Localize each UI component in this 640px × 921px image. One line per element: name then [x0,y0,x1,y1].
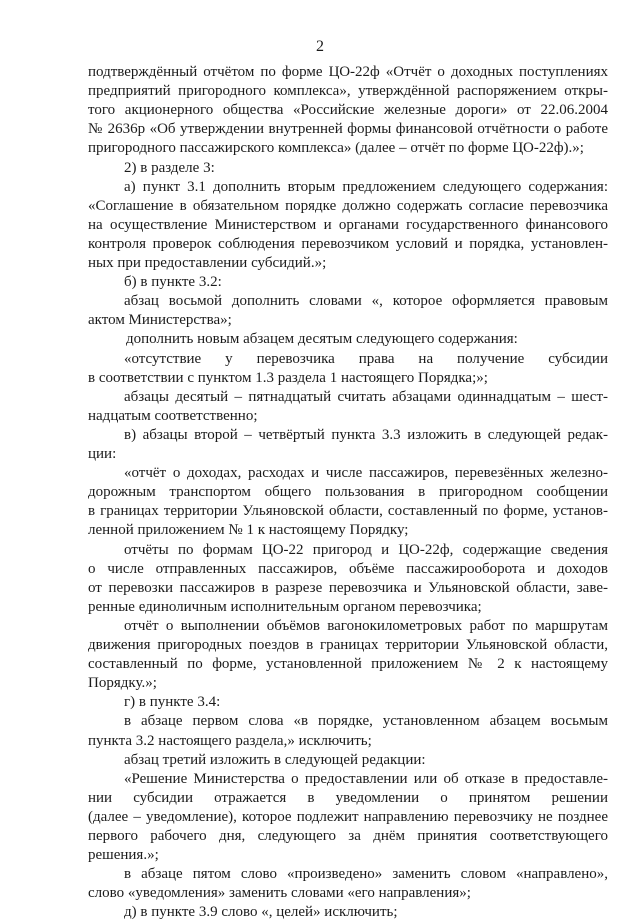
text-line: абзац восьмой дополнить словами «, которое оформляется правовым [124,293,608,310]
text-line: Порядку.»; [88,675,157,692]
text-line: (далее – уведомление), которое подлежит направлению перевозчику не позднее [88,808,608,825]
text-line: в абзаце пятом слово «произведено» заменить словом «направлено», [124,866,608,883]
text-line: отчёты по формам ЦО-22 пригород и ЦО-22ф, содержащие сведения [124,541,608,558]
text-line: д) в пункте 3.9 слово «, целей» исключить; [124,904,398,921]
text-line: ных при предоставлении субсидий.»; [88,255,327,271]
text-line: нии субсидии отражается в уведомлении о принятом решении [88,789,608,806]
text-line: предприятий пригородного комплекса», утверждённой распоряжением откры- [88,83,608,100]
text-line: абзац третий изложить в следующей редакции: [124,751,426,768]
text-line: подтверждённый отчётом по форме ЦО-22ф «Отчёт о доходных поступлениях [88,64,608,80]
text-line: составленный по форме, установленной приложением № 2 к настоящему [88,656,608,673]
text-line: абзацы десятый – пятнадцатый считать абзацами одиннадцатым – шест- [124,388,608,405]
text-line: в абзаце первом слова «в порядке, установленном абзацем восьмым [124,713,608,730]
text-line: пригородного пассажирского комплекса» (далее – отчёт по форме ЦО-22ф).»; [88,140,584,157]
text-line: б) в пункте 3.2: [124,274,222,291]
text-line: ции: [88,446,117,462]
text-line: в) абзацы второй – четвёртый пункта 3.3 изложить в следующей редак- [124,426,608,443]
text-line: движения пригородных поездов в границах территории Ульяновской области, [88,637,608,653]
text-line: на осуществление Министерством и органами государственного финансового [88,216,608,233]
text-line: пункта 3.2 настоящего раздела,» исключить; [88,732,372,749]
text-line: «отчёт о доходах, расходах и числе пассажиров, перевезённых железно- [124,465,608,482]
text-line: того акционерного общества «Российские железные дороги» от 22.06.2004 [88,102,608,119]
text-line: г) в пункте 3.4: [124,694,221,711]
page-number: 2 [316,38,324,55]
text-line: дорожным транспортом общего пользования в пригородном сообщении [88,484,608,501]
text-line: «Соглашение в обязательном порядке должно содержать согласие перевозчика [88,197,608,214]
text-line: «Решение Министерства о предоставлении или об отказе в предоставле- [124,770,608,787]
text-line: «отсутствие у перевозчика права на получение субсидии [124,350,608,367]
text-line: надцатым соответственно; [88,407,258,424]
text-line: контроля проверок соблюдения перевозчиком условий и порядка, установлен- [88,235,608,252]
text-line: ренные единоличным исполнительным органом перевозчика; [88,598,482,615]
text-line: дополнить новым абзацем десятым следующего содержания: [126,331,518,348]
text-line: слово «уведомления» заменить словами «его направления»; [88,885,471,902]
text-line: а) пункт 3.1 дополнить вторым предложением следующего содержания: [124,178,608,195]
text-line: ленной приложением № 1 к настоящему Порядку; [88,522,409,539]
text-line: первого рабочего дня, следующего за днём принятия соответствующего [88,828,608,844]
text-line: от перевозки пассажиров в разрезе перевозчика и Ульяновской области, заве- [88,579,608,596]
text-line: актом Министерства»; [88,312,232,329]
text-line: отчёт о выполнении объёмов вагонокилометровых работ по маршрутам [124,617,608,634]
text-line: 2) в разделе 3: [124,159,215,176]
text-line: в соответствии с пунктом 1.3 раздела 1 настоящего Порядка;»; [88,369,488,386]
text-line: в границах территории Ульяновской области, составленный по форме, установ- [88,503,608,520]
text-line: о числе отправленных пассажиров, объёме пассажирооборота и доходов [88,560,608,577]
text-line: № 2636р «Об утверждении внутренней формы финансовой отчётности о работе [88,121,608,138]
text-line: решения.»; [88,847,159,864]
